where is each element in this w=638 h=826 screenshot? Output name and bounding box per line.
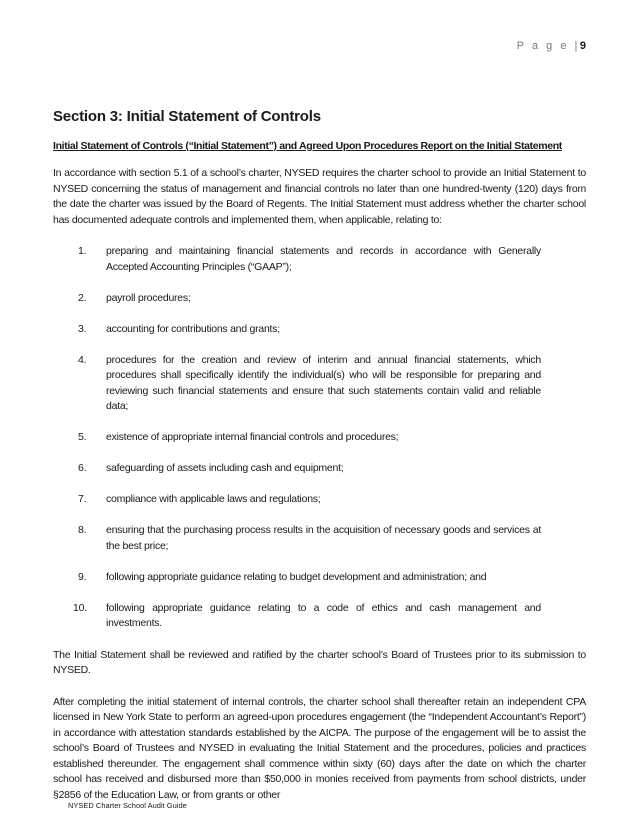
list-marker: 8.: [78, 524, 87, 536]
list-item: [53, 492, 586, 508]
list-item-text: preparing and maintaining financial statements and records in accordance with Generally Accepted Accounting Principles (“GAAP”);: [106, 245, 541, 273]
page-footer: NYSED Charter School Audit Guide: [68, 801, 187, 810]
list-item: [53, 322, 586, 338]
list-item-text: existence of appropriate internal financial controls and procedures;: [106, 431, 399, 443]
list-item: [53, 461, 586, 477]
list-marker: 3.: [78, 322, 87, 335]
list-marker: 10.: [73, 601, 87, 614]
list-marker: 4.: [78, 353, 87, 366]
intro-paragraph: In accordance with section 5.1 of a school’s charter, NYSED requires the charter school to provide an Initial Statement to NYSED concerning the status of management and financial controls no later than one hundred-twenty (120) days from the date the charter was issued by the Board of Regents. The Initial Statement must address whether the charter school has documented adequate controls and implemented them, when applicable, relating to:: [53, 167, 586, 226]
list-item-text: procedures for the creation and review of interim and annual financial statements, which procedures shall specifically identify the individual(s) who will be responsible for preparing and reviewing such financial statements and ensure that such statements contain valid and reliable data;: [106, 353, 541, 412]
list-marker: 1.: [78, 245, 87, 257]
list-marker: 6.: [78, 462, 87, 474]
list-item-text: safeguarding of assets including cash and equipment;: [106, 462, 344, 474]
list-item-text: accounting for contributions and grants;: [106, 322, 280, 335]
list-item-text: following appropriate guidance relating to budget development and administration; and: [106, 570, 487, 583]
list-item: [53, 430, 586, 446]
list-item: [53, 601, 586, 632]
page-label: P a g e: [516, 40, 569, 52]
ratification-paragraph: The Initial Statement shall be reviewed and ratified by the charter school’s Board of Trustees prior to its submission to NYSED.: [53, 648, 586, 676]
list-item-text: payroll procedures;: [106, 291, 191, 304]
list-marker: 7.: [78, 493, 87, 505]
list-item-text: ensuring that the purchasing process results in the acquisition of necessary goods and services at the best price;: [106, 524, 541, 552]
section-title: Section 3: Initial Statement of Controls: [53, 108, 321, 125]
page-separator: |: [574, 40, 580, 52]
page-number-header: [517, 40, 586, 52]
list-item-text: following appropriate guidance relating to a code of ethics and cash management and investments.: [106, 601, 541, 629]
section-subheading: Initial Statement of Controls (“Initial Statement”) and Agreed Upon Procedures Report on the Initial Statement: [53, 140, 562, 152]
page-number: 9: [579, 40, 586, 52]
page-content: [53, 108, 586, 819]
list-item: [53, 291, 586, 307]
list-item-text: compliance with applicable laws and regulations;: [106, 493, 321, 505]
list-marker: 9.: [78, 570, 87, 583]
engagement-paragraph: After completing the initial statement of internal controls, the charter school shall thereafter retain an independent CPA licensed in New York State to perform an agreed-upon procedures engagement (the “Independent Accountant’s Report”) in accordance with attestation standards established by the AICPA. The purpose of the engagement will be to assist the school’s Board of Trustees and NYSED in evaluating the Initial Statement and the procedures, policies and practices established thereunder. The engagement shall commence within sixty (60) days after the date on which the charter school has received and disbursed more than $50,000 in monies received from payments from school districts, under §2856 of the Education Law, or from grants or other: [53, 695, 586, 801]
list-item: [53, 244, 586, 275]
list-item: [53, 570, 586, 586]
list-item: [53, 523, 586, 554]
controls-list: [53, 244, 586, 632]
list-marker: 2.: [78, 291, 87, 304]
list-marker: 5.: [78, 431, 87, 443]
list-item: [53, 353, 586, 415]
